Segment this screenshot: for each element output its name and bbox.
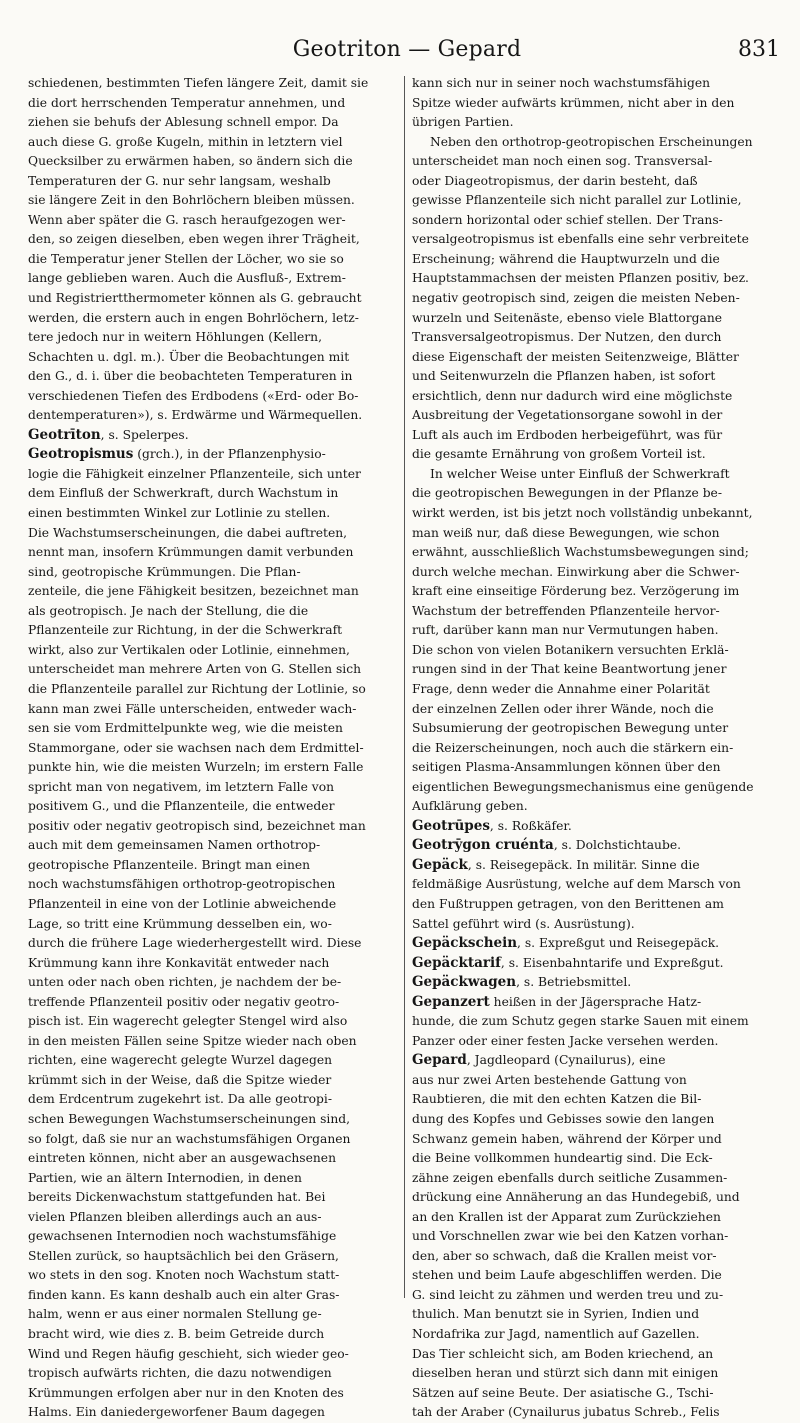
text-line: G. sind leicht zu zähmen und werden treu und zu- bbox=[412, 1287, 724, 1302]
text-line: Frage, denn weder die Annahme einer Polarität bbox=[412, 681, 710, 696]
text-line: versalgeotropismus ist ebenfalls eine sehr verbreitete bbox=[412, 232, 749, 247]
text-line: Quecksilber zu erwärmen haben, so ändern sich die bbox=[28, 154, 353, 169]
text-line: sondern horizontal oder schief stellen. Der Trans- bbox=[412, 212, 723, 227]
text-line: treffende Pflanzenteil positiv oder negativ geotro- bbox=[28, 994, 340, 1009]
text-line: Pflanzenteil in eine von der Lotlinie abweichende bbox=[28, 896, 337, 911]
headword: Geotrūpes bbox=[412, 817, 490, 834]
text-line: noch wachstumsfähigen orthotrop-geotropischen bbox=[28, 877, 336, 892]
text-line: Pflanzenteile zur Richtung, in der die Schwerkraft bbox=[28, 623, 343, 638]
text-line: als geotropisch. Je nach der Stellung, die die bbox=[28, 603, 309, 618]
text-line: die Temperatur jener Stellen der Löcher, wo sie so bbox=[28, 251, 344, 266]
text-line: positivem G., und die Pflanzenteile, die entweder bbox=[28, 799, 335, 814]
text-line bbox=[28, 426, 400, 446]
text-line: Sätzen auf seine Beute. Der asiatische G., Tschi- bbox=[412, 1385, 714, 1400]
text-line: die dort herrschenden Temperatur annehmen, und bbox=[28, 95, 346, 110]
text-line: tah der Araber (Cynailurus jubatus Schreb., Felis bbox=[412, 1405, 720, 1420]
text-line: Wenn aber später die G. rasch heraufgezogen wer- bbox=[28, 212, 346, 227]
text-line: den Fußtruppen getragen, von den Berittenen am bbox=[412, 896, 724, 911]
text-line: nennt man, insofern Krümmungen damit verbunden bbox=[28, 545, 354, 560]
text-line: Sattel geführt wird (s. Ausrüstung). bbox=[412, 916, 635, 931]
text-line: ruft, darüber kann man nur Vermutungen haben. bbox=[412, 623, 719, 638]
text-line: einen bestimmten Winkel zur Lotlinie zu stellen. bbox=[28, 506, 331, 521]
headword: Geotrȳgon cruénta bbox=[412, 837, 554, 854]
text-line: stehen und beim Laufe abgeschliffen werden. Die bbox=[412, 1268, 722, 1283]
text-line: unterscheidet man mehrere Arten von G. Stellen sich bbox=[28, 662, 362, 677]
text-line: den G., d. i. über die beobachteten Temperaturen in bbox=[28, 369, 353, 384]
text-line: kraft eine einseitige Förderung bez. Verzögerung im bbox=[412, 584, 740, 599]
text-line bbox=[412, 954, 788, 974]
text-line: Lage, so tritt eine Krümmung desselben ein, wo- bbox=[28, 916, 332, 931]
entry-text: , s. Expreßgut und Reisegepäck. bbox=[517, 936, 720, 951]
text-line: auch mit dem gemeinsamen Namen orthotrop- bbox=[28, 838, 321, 853]
text-line: die Pflanzenteile parallel zur Richtung der Lotlinie, so bbox=[28, 681, 366, 696]
text-line: sind, geotropische Krümmungen. Die Pflan- bbox=[28, 564, 301, 579]
text-line: durch die frühere Lage wiederhergestellt wird. Diese bbox=[28, 936, 362, 951]
text-line: lange geblieben waren. Auch die Ausfluß-, Extrem- bbox=[28, 271, 346, 286]
text-line: Raubtieren, die mit den echten Katzen die Bil- bbox=[412, 1092, 702, 1107]
text-line: Krümmung kann ihre Konkavität entweder nach bbox=[28, 955, 330, 970]
entry-text: (grch.), in der Pflanzenphysio- bbox=[133, 447, 326, 462]
text-line bbox=[412, 836, 788, 856]
text-line: Transversalgeotropismus. Der Nutzen, den durch bbox=[412, 330, 722, 345]
entry-text: , s. Spelerpes. bbox=[100, 427, 189, 442]
left-column bbox=[28, 74, 400, 1420]
entry-text: , Jagdleopard (Cynailurus), eine bbox=[466, 1053, 666, 1068]
text-line: die Reizerscheinungen, noch auch die stärkern ein- bbox=[412, 740, 734, 755]
text-line: richten, eine wagerecht gelegte Wurzel dagegen bbox=[28, 1053, 333, 1068]
text-line: erwähnt, ausschließlich Wachstumsbewegungen sind; bbox=[412, 545, 749, 560]
text-line: diese Eigenschaft der meisten Seitenzweige, Blätter bbox=[412, 349, 739, 364]
text-line: positiv oder negativ geotropisch sind, bezeichnet man bbox=[28, 818, 366, 833]
text-line: feldmäßige Ausrüstung, welche auf dem Marsch von bbox=[412, 877, 741, 892]
text-line: unten oder nach oben richten, je nachdem der be- bbox=[28, 975, 342, 990]
text-line: Wachstum der betreffenden Pflanzenteile hervor- bbox=[412, 603, 720, 618]
text-line: an den Krallen ist der Apparat zum Zurückziehen bbox=[412, 1209, 721, 1224]
text-line: ersichtlich, denn nur dadurch wird eine möglichste bbox=[412, 388, 733, 403]
text-line: tropisch aufwärts richten, die dazu notwendigen bbox=[28, 1366, 332, 1381]
text-line: Nordafrika zur Jagd, namentlich auf Gazellen. bbox=[412, 1327, 700, 1341]
headword: Gepäck bbox=[412, 856, 468, 873]
text-line: aus nur zwei Arten bestehende Gattung von bbox=[412, 1072, 687, 1087]
text-line: halm, wenn er aus einer normalen Stellung ge- bbox=[28, 1307, 322, 1322]
text-line bbox=[412, 1051, 788, 1071]
text-line: Panzer oder einer festen Jacke versehen werden. bbox=[412, 1033, 719, 1048]
entry-text: heißen in der Jägersprache Hatz- bbox=[489, 994, 702, 1009]
text-line: dem Einfluß der Schwerkraft, durch Wachstum in bbox=[28, 486, 339, 501]
text-line: Stammorgane, oder sie wachsen nach dem Erdmittel- bbox=[28, 740, 364, 755]
text-line: vielen Pflanzen bleiben allerdings auch an aus- bbox=[28, 1209, 322, 1224]
text-line: wo stets in den sog. Knoten noch Wachstum statt- bbox=[28, 1268, 340, 1283]
text-line: Aufklärung geben. bbox=[412, 799, 528, 814]
headword: Gepäcktarif bbox=[412, 954, 501, 971]
text-line: drückung eine Annäherung an das Hundegebiß, und bbox=[412, 1190, 740, 1205]
text-line: in den meisten Fällen seine Spitze wieder nach oben bbox=[28, 1033, 357, 1048]
text-line: oder Diageotropismus, der darin besteht, daß bbox=[412, 173, 698, 188]
text-line: schen Bewegungen Wachstumserscheinungen sind, bbox=[28, 1111, 351, 1126]
text-line: thulich. Man benutzt sie in Syrien, Indien und bbox=[412, 1307, 700, 1322]
text-line: die Beine vollkommen hundeartig sind. Die Eck- bbox=[412, 1151, 713, 1166]
text-line: rungen sind in der That keine Beantwortung jener bbox=[412, 662, 727, 677]
text-line: Neben den orthotrop-geotropischen Erscheinungen bbox=[430, 134, 753, 149]
text-line: und Seitenwurzeln die Pflanzen haben, ist sofort bbox=[412, 369, 716, 384]
text-line: dung des Kopfes und Gebisses sowie den langen bbox=[412, 1111, 715, 1126]
text-line: Schachten u. dgl. m.). Über die Beobachtungen mit bbox=[28, 349, 350, 364]
text-line: ziehen sie behufs der Ablesung schnell empor. Da bbox=[28, 115, 339, 130]
headword: Gepanzert bbox=[412, 993, 490, 1010]
text-line: Schwanz gemein haben, während der Körper und bbox=[412, 1131, 722, 1146]
text-line: werden, die erstern auch in engen Bohrlöchern, letz- bbox=[28, 310, 359, 325]
text-line: spricht man von negativem, im letztern Falle von bbox=[28, 779, 335, 794]
text-line: so folgt, daß sie nur an wachstumsfähigen Organen bbox=[28, 1131, 351, 1146]
text-line: übrigen Partien. bbox=[412, 115, 514, 130]
text-line: hunde, die zum Schutz gegen starke Sauen mit einem bbox=[412, 1014, 749, 1029]
entry-text: , s. Betriebsmittel. bbox=[516, 975, 632, 990]
text-line bbox=[412, 856, 788, 876]
text-line: In welcher Weise unter Einfluß der Schwerkraft bbox=[430, 466, 730, 481]
text-line: Partien, wie an ältern Internodien, in denen bbox=[28, 1170, 302, 1185]
text-line: zenteile, die jene Fähigkeit besitzen, bezeichnet man bbox=[28, 584, 359, 599]
text-line: geotropische Pflanzenteile. Bringt man einen bbox=[28, 857, 311, 872]
text-line: pisch ist. Ein wagerecht gelegter Stengel wird also bbox=[28, 1014, 348, 1029]
text-line: Krümmungen erfolgen aber nur in den Knoten des bbox=[28, 1385, 344, 1400]
text-line: punkte hin, wie die meisten Wurzeln; im erstern Falle bbox=[28, 760, 364, 775]
headword: Gepard bbox=[412, 1052, 467, 1069]
text-line: Stellen zurück, so hauptsächlich bei den Gräsern, bbox=[28, 1248, 339, 1263]
text-line: man weiß nur, daß diese Bewegungen, wie schon bbox=[412, 525, 720, 540]
right-column bbox=[412, 74, 788, 1420]
text-line: negativ geotropisch sind, zeigen die meisten Neben- bbox=[412, 291, 740, 306]
text-line: Luft als auch im Erdboden herbeigeführt, was für bbox=[412, 427, 723, 442]
text-line: dieselben heran und stürzt sich dann mit einigen bbox=[412, 1366, 719, 1381]
page-header bbox=[28, 34, 786, 66]
running-title: Geotriton — Gepard bbox=[292, 37, 522, 62]
text-line: zähne zeigen ebenfalls durch seitliche Zusammen- bbox=[412, 1170, 728, 1185]
entry-text: , s. Eisenbahntarife und Expreßgut. bbox=[500, 955, 724, 970]
text-line: seitigen Plasma-Ansammlungen können über den bbox=[412, 760, 721, 775]
text-line: wirkt, also zur Vertikalen oder Lotlinie, einnehmen, bbox=[28, 642, 350, 657]
text-line: durch welche mechan. Einwirkung aber die Schwer- bbox=[412, 564, 740, 579]
text-line: die gesamte Ernährung von großem Vorteil ist. bbox=[412, 447, 706, 462]
text-line: und Registriertthermometer können als G. gebraucht bbox=[28, 291, 362, 306]
text-line: Ausbreitung der Vegetationsorgane sowohl in der bbox=[412, 408, 723, 423]
text-line bbox=[412, 973, 788, 993]
text-line: Die schon von vielen Botanikern versuchten Erklä- bbox=[412, 642, 729, 657]
text-line: kann man zwei Fälle unterscheiden, entweder wach- bbox=[28, 701, 357, 716]
text-line: finden kann. Es kann deshalb auch ein alter Gras- bbox=[28, 1287, 340, 1302]
text-line: die geotropischen Bewegungen in der Pflanze be- bbox=[412, 486, 722, 501]
text-line: Hauptstammachsen der meisten Pflanzen positiv, bez. bbox=[412, 271, 749, 286]
headword: Gepäckschein bbox=[412, 935, 518, 952]
text-line: eigentlichen Bewegungsmechanismus eine genügende bbox=[412, 779, 754, 794]
text-line: Subsumierung der geotropischen Bewegung unter bbox=[412, 721, 729, 736]
text-line bbox=[412, 993, 788, 1013]
entry-text: , s. Dolchstichtaube. bbox=[553, 838, 682, 853]
text-line: wirkt werden, ist bis jetzt noch vollständig unbekannt, bbox=[412, 506, 753, 521]
text-line: gewachsenen Internodien noch wachstumsfähige bbox=[28, 1229, 337, 1244]
headword: Gepäckwagen bbox=[412, 974, 517, 991]
column-divider bbox=[404, 76, 405, 1298]
text-line: verschiedenen Tiefen des Erdbodens («Erd- oder Bo- bbox=[28, 388, 359, 403]
text-line: Das Tier schleicht sich, am Boden kriechend, an bbox=[412, 1346, 714, 1361]
text-line: Wind und Regen häufig geschieht, sich wieder geo- bbox=[28, 1346, 349, 1361]
text-line: krümmt sich in der Weise, daß die Spitze wieder bbox=[28, 1072, 332, 1087]
text-line: eintreten können, nicht aber an ausgewachsenen bbox=[28, 1151, 336, 1166]
text-line: wurzeln und Seitenäste, ebenso viele Blattorgane bbox=[412, 310, 723, 325]
text-line: tere jedoch nur in weitern Höhlungen (Kellern, bbox=[28, 330, 322, 345]
text-line bbox=[412, 817, 788, 837]
text-line bbox=[28, 445, 400, 465]
text-line: logie die Fähigkeit einzelner Pflanzenteile, sich unter bbox=[28, 466, 361, 481]
text-line: sie längere Zeit in den Bohrlöchern bleiben müssen. bbox=[28, 193, 355, 208]
entry-text: , s. Roßkäfer. bbox=[489, 818, 572, 833]
text-line: Halms. Ein daniedergeworfener Baum dagegen bbox=[28, 1405, 325, 1420]
text-line: Erscheinung; während die Hauptwurzeln und die bbox=[412, 251, 720, 266]
text-line: dentemperaturen»), s. Erdwärme und Wärmequellen. bbox=[28, 408, 363, 423]
text-line: bereits Dickenwachstum stattgefunden hat. Bei bbox=[28, 1190, 326, 1205]
text-line: kann sich nur in seiner noch wachstumsfähigen bbox=[412, 76, 711, 90]
text-line: dem Erdcentrum zugekehrt ist. Da alle geotropi- bbox=[28, 1092, 332, 1107]
text-line: gewisse Pflanzenteile sich nicht parallel zur Lotlinie, bbox=[412, 193, 742, 208]
text-line: bracht wird, wie dies z. B. beim Getreide durch bbox=[28, 1327, 325, 1341]
headword: Geotrīton bbox=[28, 426, 101, 443]
text-line: und Vorschnellen zwar wie bei den Katzen vorhan- bbox=[412, 1229, 729, 1244]
headword: Geotropismus bbox=[28, 446, 134, 463]
text-line: sen sie vom Erdmittelpunkte weg, wie die meisten bbox=[28, 721, 343, 736]
text-line: Die Wachstumserscheinungen, die dabei auftreten, bbox=[28, 525, 348, 540]
entry-text: , s. Reisegepäck. In militär. Sinne die bbox=[467, 857, 700, 872]
text-line: Spitze wieder aufwärts krümmen, nicht aber in den bbox=[412, 95, 735, 110]
text-line: den, so zeigen dieselben, eben wegen ihrer Trägheit, bbox=[28, 232, 360, 247]
page-number: 831 bbox=[738, 37, 780, 62]
text-line bbox=[412, 934, 788, 954]
text-line: unterscheidet man noch einen sog. Transversal- bbox=[412, 154, 713, 169]
text-line: Temperaturen der G. nur sehr langsam, weshalb bbox=[28, 173, 331, 188]
text-line: der einzelnen Zellen oder ihrer Wände, noch die bbox=[412, 701, 714, 716]
text-line: den, aber so schwach, daß die Krallen meist vor- bbox=[412, 1248, 717, 1263]
text-line: schiedenen, bestimmten Tiefen längere Zeit, damit sie bbox=[28, 76, 369, 90]
text-line: auch diese G. große Kugeln, mithin in letztern viel bbox=[28, 134, 343, 149]
